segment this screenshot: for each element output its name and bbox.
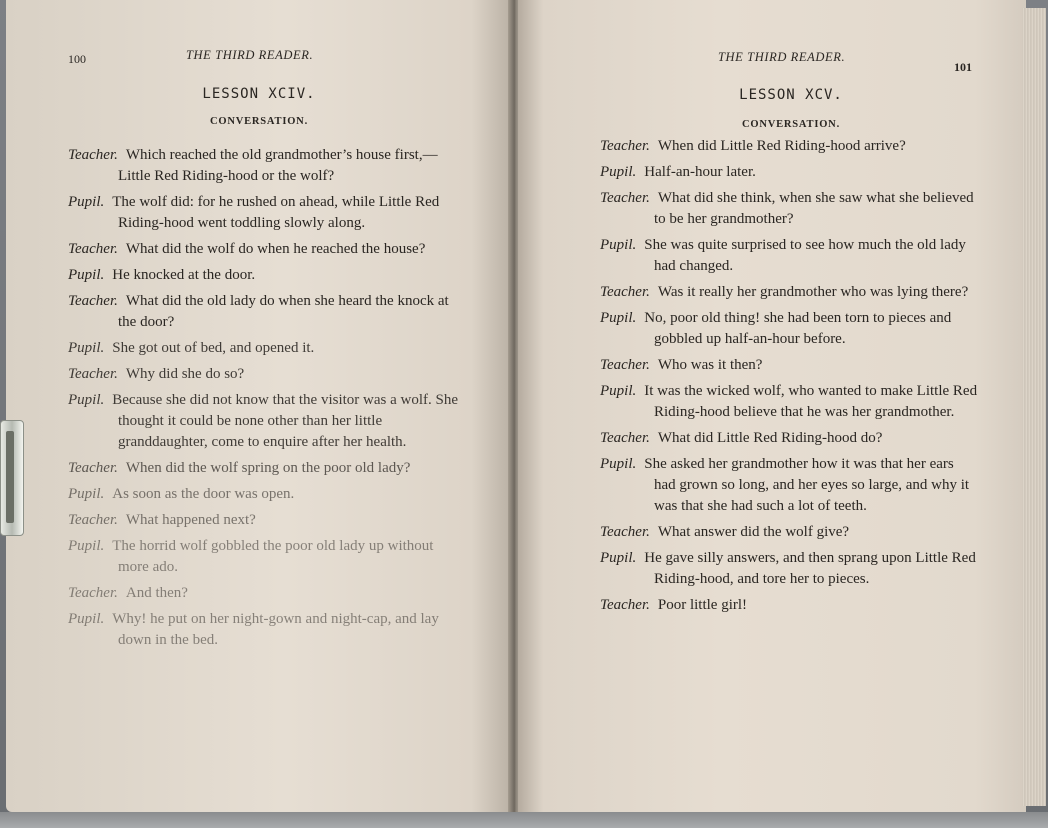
page-clip [0, 420, 24, 536]
speaker-label: Teacher. [600, 284, 650, 300]
clip-slot [6, 431, 14, 523]
dialogue-line [68, 145, 462, 187]
page-number: 100 [68, 52, 86, 66]
dialogue-text: Why! he put on her night-gown and night-cap, and lay down in the bed. [112, 611, 439, 648]
speaker-label: Pupil. [68, 392, 105, 408]
speaker-label: Teacher. [68, 241, 118, 257]
dialogue-line [600, 595, 978, 616]
dialogue-line [600, 355, 978, 376]
speaker-label: Teacher. [600, 430, 650, 446]
dialogue-text: What did the old lady do when she heard the knock at the door? [118, 293, 449, 330]
speaker-label: Teacher. [68, 147, 118, 163]
dialogue-line [600, 428, 978, 449]
dialogue-text: Because she did not know that the visitor was a wolf. She thought it could be none other than her little granddaughter, come to enquire after her health. [112, 392, 459, 450]
speaker-label: Pupil. [600, 237, 637, 253]
dialogue-text: Was it really her grandmother who was lying there? [657, 284, 969, 300]
dialogue-text: Who was it then? [657, 357, 763, 373]
dialogue-text: No, poor old thing! she had been torn to pieces and gobbled up half-an-hour before. [644, 310, 952, 347]
dialogue-line [600, 381, 978, 423]
speaker-label: Teacher. [68, 293, 118, 309]
speaker-label: Pupil. [600, 164, 637, 180]
dialogue-text: What answer did the wolf give? [657, 524, 850, 540]
lesson-title: LESSON XCIV. [202, 86, 316, 102]
speaker-label: Pupil. [600, 550, 637, 566]
dialogue-line [68, 364, 462, 385]
speaker-label: Teacher. [68, 460, 118, 476]
dialogue-text: What did the wolf do when he reached the house? [125, 241, 426, 257]
dialogue-line [68, 239, 462, 260]
dialogue-line [600, 188, 978, 230]
dialogue-line [68, 458, 462, 479]
dialogue-line [600, 162, 978, 183]
dialogue-line [600, 282, 978, 303]
dialogue-text: The wolf did: for he rushed on ahead, while Little Red Riding-hood went toddling slowly along. [112, 194, 440, 231]
speaker-label: Pupil. [68, 267, 105, 283]
running-head: THE THIRD READER. [718, 50, 846, 64]
dialogue-line [68, 390, 462, 453]
dialogue-line [600, 235, 978, 277]
dialogue-line [600, 548, 978, 590]
speaker-label: Teacher. [600, 357, 650, 373]
speaker-label: Teacher. [600, 524, 650, 540]
dialogue-line [600, 136, 978, 157]
dialogue [600, 136, 978, 621]
dialogue-text: She got out of bed, and opened it. [112, 340, 315, 356]
dialogue-line [68, 609, 462, 651]
speaker-label: Pupil. [68, 340, 105, 356]
page-number: 101 [954, 60, 972, 74]
dialogue-line [68, 338, 462, 359]
dialogue-text: He knocked at the door. [112, 267, 256, 283]
dialogue-line [68, 265, 462, 286]
dialogue-line [68, 291, 462, 333]
dialogue-line [68, 484, 462, 505]
dialogue-text: When did the wolf spring on the poor old lady? [125, 460, 411, 476]
section-subtitle: CONVERSATION. [209, 116, 308, 127]
dialogue-text: He gave silly answers, and then sprang upon Little Red Riding-hood, and tore her to pieces. [644, 550, 976, 587]
speaker-label: Pupil. [600, 310, 637, 326]
speaker-label: Pupil. [600, 383, 637, 399]
dialogue-text: She was quite surprised to see how much the old lady had changed. [644, 237, 966, 274]
speaker-label: Teacher. [600, 597, 650, 613]
speaker-label: Teacher. [600, 190, 650, 206]
speaker-label: Teacher. [68, 512, 118, 528]
dialogue-line [600, 308, 978, 350]
speaker-label: Pupil. [68, 611, 105, 627]
dialogue-text: The horrid wolf gobbled the poor old lady up without more ado. [112, 538, 434, 575]
dialogue-text: And then? [125, 585, 188, 601]
dialogue-line [68, 536, 462, 578]
left-page [6, 0, 512, 812]
speaker-label: Pupil. [68, 538, 105, 554]
page-edges [1022, 8, 1046, 806]
dialogue-line [68, 192, 462, 234]
dialogue-line [68, 510, 462, 531]
dialogue-text: What did Little Red Riding-hood do? [657, 430, 883, 446]
speaker-label: Pupil. [68, 194, 105, 210]
speaker-label: Teacher. [600, 138, 650, 154]
dialogue-text: Poor little girl! [657, 597, 748, 613]
dialogue-text: Why did she do so? [125, 366, 245, 382]
lesson-title: LESSON XCV. [739, 87, 843, 103]
dialogue-text: As soon as the door was open. [112, 486, 295, 502]
dialogue-line [600, 522, 978, 543]
running-head: THE THIRD READER. [186, 48, 314, 62]
dialogue [68, 145, 462, 656]
dialogue-line [68, 583, 462, 604]
speaker-label: Pupil. [68, 486, 105, 502]
dialogue-text: Which reached the old grandmother’s house first,—Little Red Riding-hood or the wolf? [118, 147, 438, 184]
dialogue-text: It was the wicked wolf, who wanted to make Little Red Riding-hood believe that he was her grandmother. [644, 383, 978, 420]
speaker-label: Pupil. [600, 456, 637, 472]
dialogue-text: When did Little Red Riding-hood arrive? [657, 138, 906, 154]
dialogue-text: What did she think, when she saw what she believed to be her grandmother? [654, 190, 974, 227]
speaker-label: Teacher. [68, 366, 118, 382]
section-subtitle: CONVERSATION. [741, 119, 840, 130]
right-page [518, 0, 1026, 812]
dialogue-text: She asked her grandmother how it was that her ears had grown so long, and her eyes so large, and why it was that she had such a lot of teeth. [644, 456, 970, 514]
dialogue-text: What happened next? [125, 512, 256, 528]
dialogue-text: Half-an-hour later. [644, 164, 756, 180]
speaker-label: Teacher. [68, 585, 118, 601]
dialogue-line [600, 454, 978, 517]
table-surface [0, 812, 1048, 828]
